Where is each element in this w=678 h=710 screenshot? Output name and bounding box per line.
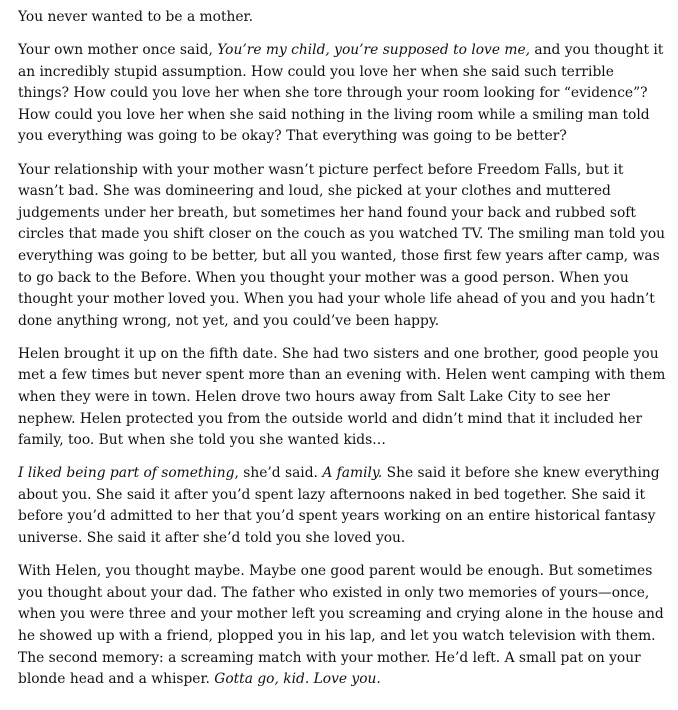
text-line [18, 528, 658, 550]
text-run: to go back to the Before. When you thought your mother was a good person. When you [18, 269, 629, 286]
text-run: judgements under her breath, but sometimes her hand found your back and rubbed soft [18, 204, 636, 221]
text-run: How could you love her when she said nothing in the living room while a smiling man told [18, 106, 650, 123]
text-run: nephew. Helen protected you from the outside world and didn’t mind that it included her [18, 410, 643, 427]
document-body [18, 7, 666, 691]
text-run: when they were in town. Helen drove two hours away from Salt Lake City to see her [18, 389, 610, 405]
text-run: everything was going to be better, but all you wanted, those first few years after camp, was [18, 247, 660, 264]
text-run: before you’d admitted to her that you’d spent years working on an entire historical fantasy [18, 508, 656, 525]
text-run: blonde head and a whisper. [18, 671, 215, 688]
text-run: an incredibly stupid assumption. How could you love her when she said such terrible [18, 63, 614, 80]
text-run: you thought about your dad. The father who existed in only two memories of yours—once, [18, 584, 650, 601]
text-line [18, 126, 658, 148]
text-line [18, 160, 658, 182]
text-run: She said it before she knew everything [382, 465, 660, 482]
paragraph [18, 160, 666, 333]
text-run: With Helen, you thought maybe. Maybe one good parent would be enough. But sometimes [18, 563, 653, 580]
text-line [18, 583, 658, 605]
text-run: thought your mother loved you. When you had your whole life ahead of you and you hadn’t [18, 291, 655, 308]
text-run: , she’d said. [234, 465, 323, 482]
text-line [18, 409, 658, 431]
text-run: wasn’t bad. She was domineering and loud, she picked at your clothes and muttered [18, 183, 611, 200]
text-line [18, 506, 658, 528]
text-line [18, 105, 658, 127]
text-line [18, 485, 658, 507]
text-line [18, 626, 658, 648]
text-run: things? How could you love her when she tore through your room looking for “evidence”? [18, 85, 648, 102]
text-line [18, 40, 664, 62]
text-run: family, too. But when she told you she wanted kids… [18, 432, 386, 449]
italic-text: You’re my child, you’re supposed to love me, [217, 42, 531, 59]
text-run: The second memory: a screaming match with your mother. He’d left. A small pat on your [18, 649, 641, 666]
text-line [18, 7, 658, 29]
text-run: Your own mother once said, [18, 42, 218, 59]
text-line [18, 181, 658, 203]
text-line [18, 648, 658, 670]
italic-text: A family. [322, 465, 383, 482]
text-run: done anything wrong, not yet, and you could’ve been happy. [18, 312, 440, 329]
text-line [18, 430, 658, 452]
text-run: met a few times but never spent more than an evening with. Helen went camping with them [18, 367, 666, 384]
text-line [18, 203, 658, 225]
text-run: he showed up with a friend, plopped you in his lap, and let you watch television with them. [18, 627, 656, 644]
text-run: Your relationship with your mother wasn’t picture perfect before Freedom Falls, but it [18, 161, 624, 178]
paragraph [18, 344, 666, 452]
text-line [18, 387, 658, 409]
paragraph [18, 463, 658, 549]
text-line [18, 604, 664, 626]
text-line [18, 561, 658, 583]
italic-text: Gotta go, kid. Love you. [214, 671, 381, 688]
text-line [18, 246, 658, 268]
text-line [18, 311, 658, 333]
text-line [18, 268, 658, 290]
text-run: about you. She said it after you’d spent lazy afternoons naked in bed together. She said it [18, 486, 646, 503]
text-run: circles that made you shift closer on the couch as you watched TV. The smiling man told you [18, 226, 666, 243]
text-line [18, 365, 666, 387]
paragraph [18, 40, 664, 148]
text-run: You never wanted to be a mother. [18, 9, 254, 25]
text-run: when you were three and your mother left you screaming and crying alone in the house and [18, 606, 664, 623]
paragraph [18, 561, 664, 691]
paragraph [18, 7, 658, 29]
italic-text: I liked being part of something [18, 465, 235, 482]
text-line [18, 344, 658, 366]
text-run: you everything was going to be okay? That everything was going to be better? [18, 128, 567, 145]
text-line [18, 669, 658, 691]
text-line [18, 463, 658, 485]
text-run: Helen brought it up on the fifth date. She had two sisters and one brother, good people you [18, 345, 659, 362]
text-run: universe. She said it after she’d told you she loved you. [18, 530, 406, 547]
text-run: and you thought it [530, 42, 664, 59]
text-line [18, 62, 658, 84]
text-line [18, 224, 666, 246]
text-line [18, 289, 658, 311]
text-line [18, 83, 658, 105]
